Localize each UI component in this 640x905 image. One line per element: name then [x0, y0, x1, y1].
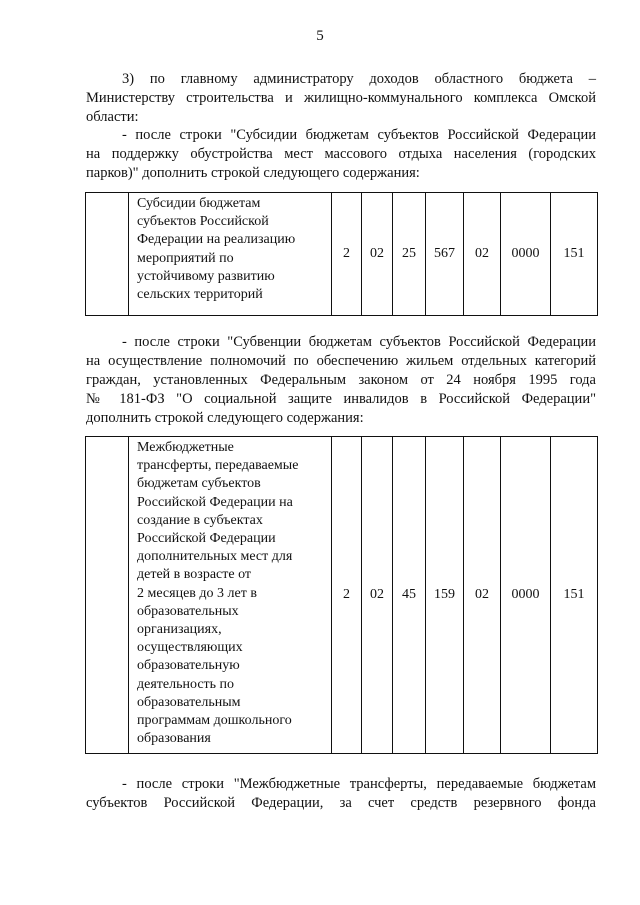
cell-text-line: организациях, [137, 622, 222, 638]
cell-text-line: образования [137, 731, 211, 747]
cell-text-line: бюджетам субъектов [137, 476, 261, 492]
text-line: области: [86, 109, 139, 125]
code-cell: 45 [393, 437, 426, 754]
code-cell: 0000 [501, 437, 551, 754]
code-cell: 25 [393, 193, 426, 316]
cell-text-line: детей в возрасте от [137, 567, 252, 583]
cell-text-line: Российской Федерации на [137, 494, 293, 510]
text-line: граждан, установленных Федеральным законом от 24 ноября 1995 года [86, 372, 596, 388]
inserted-row-table-1 [85, 192, 598, 316]
cell-text-line: 2 месяцев до 3 лет в [137, 585, 257, 601]
text-line: на поддержку обустройства мест массового отдыха населения (городских [86, 146, 596, 162]
code-cell: 0000 [501, 193, 551, 316]
code-cell: 2 [332, 437, 362, 754]
code-cell: 02 [464, 193, 501, 316]
code-cell: 159 [426, 437, 464, 754]
empty-cell [86, 437, 129, 754]
cell-text-line: образовательных [137, 603, 239, 619]
text-line: дополнить строкой следующего содержания: [86, 410, 364, 426]
table-row [86, 193, 598, 316]
cell-text-line: устойчивому развитию [137, 268, 275, 284]
text-line: на осуществление полномочий по обеспечению жильем отдельных категорий [86, 353, 596, 369]
instruction-3-paragraph [86, 775, 596, 813]
section-3-paragraph [86, 70, 596, 127]
row-name-cell [129, 193, 332, 316]
instruction-1-paragraph [86, 126, 596, 183]
cell-text-line: образовательным [137, 694, 241, 710]
code-cell: 02 [362, 193, 393, 316]
cell-text-line: деятельность по [137, 676, 235, 692]
cell-text-line: сельских территорий [137, 287, 263, 303]
cell-text-line: создание в субъектах [137, 512, 263, 528]
cell-text-line: осуществляющих [137, 640, 243, 656]
code-cell: 2 [332, 193, 362, 316]
cell-text-line: Субсидии бюджетам [137, 196, 261, 211]
text-line: - после строки "Межбюджетные трансферты, передаваемые бюджетам [122, 776, 596, 792]
table-row [86, 437, 598, 754]
code-cell: 02 [464, 437, 501, 754]
code-cell: 151 [551, 193, 598, 316]
text-line: 3) по главному администратору доходов областного бюджета – [122, 71, 596, 87]
cell-text-line: трансферты, передаваемые [137, 458, 299, 474]
text-line: - после строки "Субвенции бюджетам субъектов Российской Федерации [122, 334, 596, 350]
text-line: парков)" дополнить строкой следующего содержания: [86, 165, 420, 181]
page-number: 5 [316, 28, 324, 44]
cell-text-line: мероприятий по [137, 250, 234, 266]
text-line: № 181-ФЗ "О социальной защите инвалидов в Российской Федерации" [86, 391, 596, 407]
instruction-2-paragraph [86, 333, 596, 428]
row-name-cell [129, 437, 332, 754]
cell-text-line: образовательную [137, 658, 240, 674]
code-cell: 02 [362, 437, 393, 754]
empty-cell [86, 193, 129, 316]
code-cell: 567 [426, 193, 464, 316]
cell-text-line: Федерации на реализацию [137, 232, 296, 248]
text-line: субъектов Российской Федерации, за счет средств резервного фонда [86, 795, 596, 811]
text-line: Министерству строительства и жилищно-коммунального комплекса Омской [86, 90, 596, 106]
text-line: - после строки "Субсидии бюджетам субъектов Российской Федерации [122, 127, 596, 143]
cell-text-line: Российской Федерации [137, 531, 276, 547]
inserted-row-table-2 [85, 436, 598, 754]
code-cell: 151 [551, 437, 598, 754]
cell-text-line: программам дошкольного [137, 713, 292, 729]
cell-text-line: дополнительных мест для [137, 549, 293, 565]
cell-text-line: Межбюджетные [137, 440, 234, 455]
cell-text-line: субъектов Российской [137, 214, 269, 230]
